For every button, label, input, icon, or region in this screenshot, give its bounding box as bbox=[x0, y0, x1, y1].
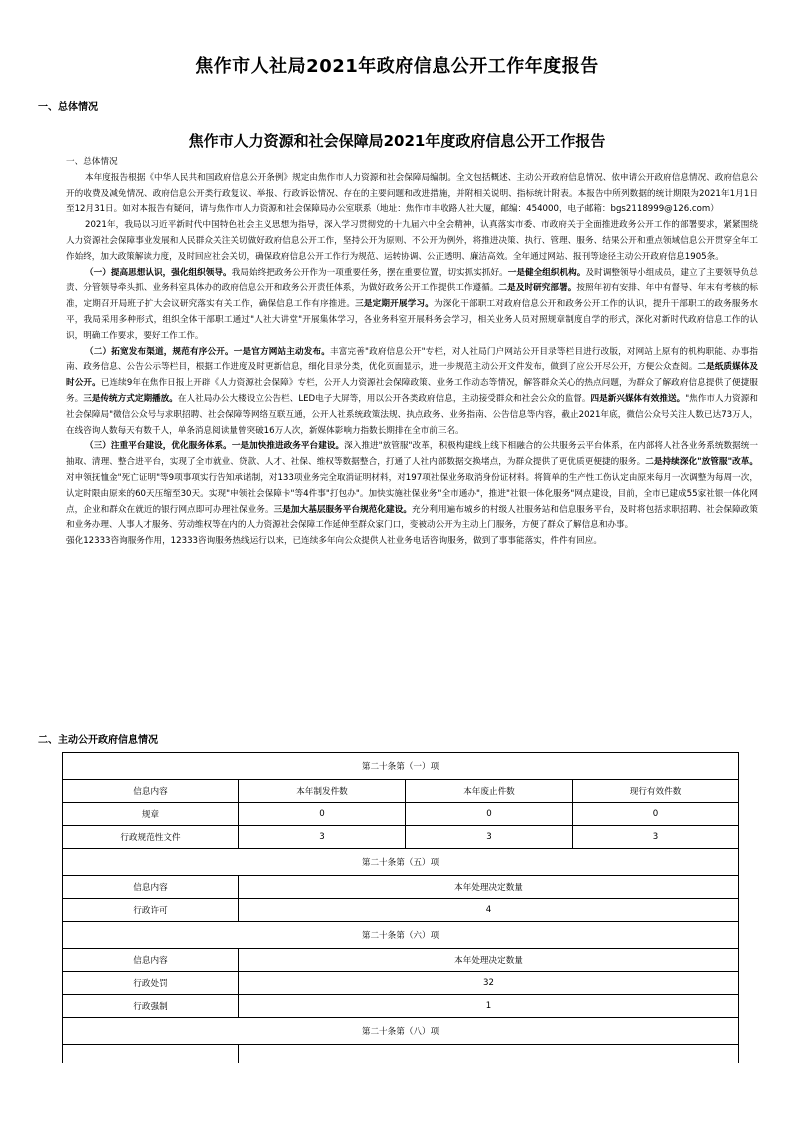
p5-text-a: 深入推进"放管服"改革，积极构建线上线下相融合的公共服务云平台体系，在内部将人社各业务系统数据统一抽取、清理、整合进平台，实现了全市就业、贷款、人才、社保、维权等数据整合，打通了人社内部数据交换堵点，为群众提供了更优质更便捷的服务。 bbox=[66, 441, 758, 468]
col-header-content: 信息内容 bbox=[63, 876, 239, 899]
cell-count: 1 bbox=[239, 995, 739, 1018]
p3-point-3: 三是定期开展学习。 bbox=[355, 299, 434, 310]
p3-text-b: 及时调整领导小组成员，建立了主要领导负总责、分管领导牵头抓、业务科室具体办的政府信息公开和政务公开责任体系，为做好政务公开工作提供工作遵循。 bbox=[66, 267, 758, 294]
article-20-6-header: 第二十条第（六）项 bbox=[63, 922, 739, 949]
table-row bbox=[63, 995, 739, 1018]
table-row bbox=[63, 803, 739, 826]
truncated-cell bbox=[63, 1045, 239, 1064]
row-name: 行政许可 bbox=[63, 899, 239, 922]
col-header-abolished: 本年废止件数 bbox=[406, 780, 573, 803]
section-heading-proactive: 二、主动公开政府信息情况 bbox=[38, 735, 158, 746]
paragraph-3 bbox=[66, 266, 758, 345]
p4-text-d: "焦作市人力资源和社会保障局"微信公众号与求职招聘、社会保障等网络互联互通，公开人社系统政策法规、执点政务、业务指南、公告信息等内容，截止2021年底，微信公众号关注人数已达73万人，在线咨询人数每天有数千人，单条消息阅读量曾突破16万人次，新媒体影响力指数长期排在全市前三名。 bbox=[66, 393, 758, 436]
row-name: 规章 bbox=[63, 803, 239, 826]
section-heading-overview: 一、总体情况 bbox=[38, 102, 98, 113]
paragraph-4 bbox=[66, 345, 758, 440]
report-body bbox=[66, 155, 758, 550]
row-name: 行政规范性文件 bbox=[63, 826, 239, 849]
col-header-valid: 现行有效件数 bbox=[573, 780, 739, 803]
disclosure-table bbox=[62, 752, 739, 1063]
p5-text-c: 充分利用遍布城乡的村级人社服务站和信息服务平台，及时将包括求职招聘、社会保障政策和业务办理、人事人才服务、劳动维权等在内的人力资源社会保障工作延伸至群众家门口，变被动公开为主动上门服务，方便了群众了解信息和办事。 bbox=[66, 504, 758, 531]
p5-heading: （三）注重平台建设，优化服务体系。 bbox=[85, 441, 232, 452]
p4-point-1: 一是官方网站主动发布。 bbox=[233, 346, 330, 357]
col-header-content: 信息内容 bbox=[63, 780, 239, 803]
p5-point-3: 三是加大基层服务平台规范化建设。 bbox=[273, 504, 413, 515]
col-header-decisions: 本年处理决定数量 bbox=[239, 949, 739, 972]
cell-count: 4 bbox=[239, 899, 739, 922]
p4-heading: （二）拓宽发布渠道，规范有序公开。 bbox=[85, 346, 234, 357]
table-row bbox=[63, 899, 739, 922]
paragraph-6: 强化12333咨询服务作用，12333咨询服务热线运行以来，已连续多年向公众提供人社业务电话咨询服务，做到了事事能落实，件件有回应。 bbox=[66, 536, 602, 547]
p3-text-a: 我局始终把政务公开作为一项重要任务，摆在重要位置，切实抓实抓好。 bbox=[231, 267, 508, 278]
table-row bbox=[63, 780, 739, 803]
report-subtitle: 焦作市人力资源和社会保障局2021年度政府信息公开工作报告 bbox=[188, 132, 606, 150]
disclosure-table-wrap bbox=[62, 752, 738, 1063]
intro-label: 一、总体情况 bbox=[66, 157, 118, 167]
p4-point-3: 三是传统方式定期播放。 bbox=[83, 393, 178, 404]
col-header-made: 本年制发件数 bbox=[239, 780, 406, 803]
p5-text-b: 对申领抚恤金"死亡证明"等9项事项实行告知承诺制，对133项业务完全取消证明材料，对197项社保业务取消身份证材料。将简单的生产性工伤认定由原来每月一次调整为每周一次，认定时限由原来的60天压缩至30天。实现"申领社会保障卡"等4件事"打包办"。加快实施社保业务"全市通办"，推进"社银一体化服务"网点建设，目前，全市已建成55家社银一体化网点，企业和群众在就近的银行网点即可办理社保业务。 bbox=[66, 472, 758, 515]
paragraph-5 bbox=[66, 439, 758, 534]
p3-heading: （一）提高思想认识，强化组织领导。 bbox=[85, 267, 232, 278]
table-row bbox=[63, 876, 739, 899]
cell-made: 0 bbox=[239, 803, 406, 826]
p4-point-4: 四是新兴媒体有效推送。 bbox=[590, 393, 686, 404]
p5-point-2: 二是持续深化"放管服"改革。 bbox=[645, 457, 758, 468]
table-row bbox=[63, 972, 739, 995]
p3-point-2: 二是及时研究部署。 bbox=[498, 283, 577, 294]
p4-text-c: 在人社局办公大楼设立公告栏、LED电子大屏等，用以公开各类政府信息，主动接受群众和社会公众的监督。 bbox=[177, 393, 591, 404]
row-name: 行政处罚 bbox=[63, 972, 239, 995]
p4-point-2: 二是纸质媒体及时公开。 bbox=[66, 362, 758, 389]
table-row bbox=[63, 949, 739, 972]
truncated-cell bbox=[239, 1045, 739, 1064]
p4-text-b: 已连续9年在焦作日报上开辟《人力资源社会保障》专栏，公开人力资源社会保障政策、业务工作动态等情况，解答群众关心的热点问题，为群众了解政府信息提供了便捷服务。 bbox=[66, 378, 758, 404]
row-name: 行政强制 bbox=[63, 995, 239, 1018]
table-row bbox=[63, 826, 739, 849]
cell-valid: 0 bbox=[573, 803, 739, 826]
col-header-decisions: 本年处理决定数量 bbox=[239, 876, 739, 899]
article-20-5-header: 第二十条第（五）项 bbox=[63, 849, 739, 876]
cell-abolished: 3 bbox=[406, 826, 573, 849]
paragraph-1: 本年度报告根据《中华人民共和国政府信息公开条例》规定由焦作市人力资源和社会保障局编制。全文包括概述、主动公开政府信息情况、依申请公开政府信息情况、政府信息公开的收费及减免情况、政府信息公开类行政复议、举报、行政诉讼情况、存在的主要问题和改进措施，并附相关说明、指标统计附表。本报告中所列数据的统计期限为2021年1月1日至12月31日。如对本报告有疑问，请与焦作市人力资源和社会保障局办公室联系（地址：焦作市丰收路人社大厦，邮编：454000，电子邮箱：bgs2118999@126.com） bbox=[66, 172, 758, 215]
paragraph-2: 2021年，我局以习近平新时代中国特色社会主义思想为指导，深入学习贯彻党的十九届六中全会精神，认真落实市委、市政府关于全面推进政务公开工作的部署要求，紧紧围绕人力资源社会保障事业发展和人民群众关注关切做好政府信息公开工作，坚持公开为原则、不公开为例外，将推进决策、执行、管理、服务、结果公开和重点领域信息公开贯穿全年工作始终，加大政策解读力度，及时回应社会关切，确保政府信息公开工作行为规范、运转协调、公正透明、廉洁高效。全年通过网站、报刊等途径主动公开政府信息1905条。 bbox=[66, 220, 758, 262]
page-title: 焦作市人社局2021年政府信息公开工作年度报告 bbox=[195, 56, 599, 77]
p3-text-d: 为深化干部职工对政府信息公开和政务公开工作的认识，提升干部职工的政务服务水平，我局采用多种形式，组织全体干部职工通过"人社大讲堂"开展集体学习，各业务科室开展科务会学习，相关业务人员对照规章制度自学的形式，深化对新时代政府信息工作的认识，明确工作要求，要好工作工作。 bbox=[66, 299, 758, 341]
p4-text-a: 丰富完善"政府信息公开"专栏，对人社局门户网站公开目录等栏目进行改版，对网站上原有的机构职能、办事指南、政务信息、公告公示等栏目，根据工作进度及时更新信息，细化目录分类，优化页面显示，进一步规范主动公开文件发布，做到了应公开尽公开，方便公众查阅。 bbox=[66, 346, 758, 373]
article-20-1-header: 第二十条第（一）项 bbox=[63, 753, 739, 780]
cell-valid: 3 bbox=[573, 826, 739, 849]
p3-text-c: 按照年初有安排、年中有督导、年末有考核的标准，定期召开局班子扩大会议研究落实有关工作，确保信息工作有序推进。 bbox=[66, 283, 758, 310]
col-header-content: 信息内容 bbox=[63, 949, 239, 972]
article-20-8-header: 第二十条第（八）项 bbox=[63, 1018, 739, 1045]
cell-count: 32 bbox=[239, 972, 739, 995]
cell-abolished: 0 bbox=[406, 803, 573, 826]
p5-point-1: 一是加快推进政务平台建设。 bbox=[231, 441, 345, 452]
table-row bbox=[63, 1045, 739, 1064]
cell-made: 3 bbox=[239, 826, 406, 849]
p3-point-1: 一是健全组织机构。 bbox=[507, 267, 586, 278]
